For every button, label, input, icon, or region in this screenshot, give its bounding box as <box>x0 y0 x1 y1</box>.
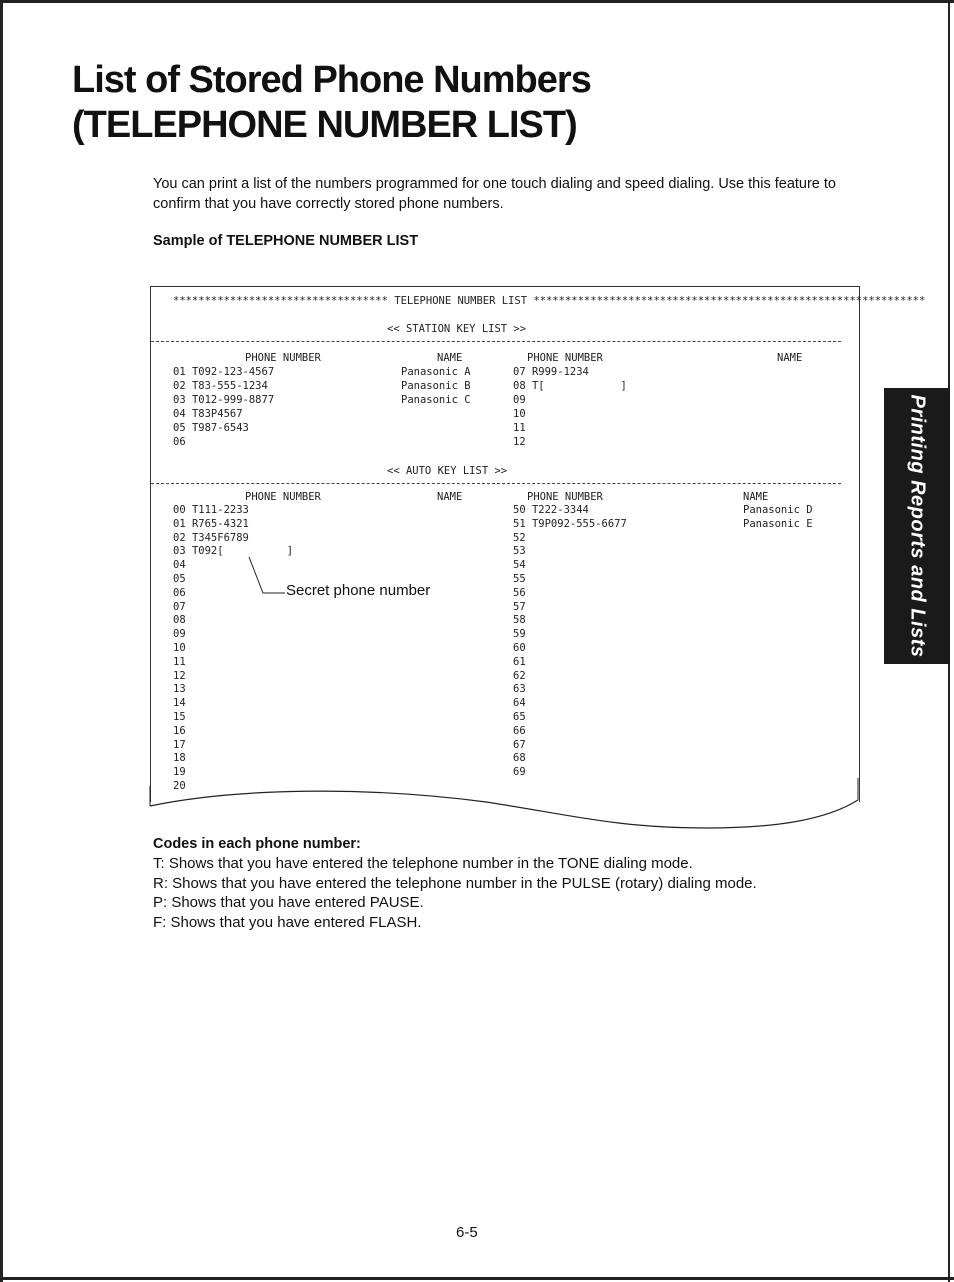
list-row-name: Panasonic A <box>401 366 471 378</box>
page-title-line2: (TELEPHONE NUMBER LIST) <box>72 104 577 146</box>
intro-paragraph: You can print a list of the numbers programmed for one touch dialing and speed dialing. Use this feature to confirm that you have correctly stored phone numbers. <box>153 176 836 212</box>
list-row: 04 <box>173 559 186 572</box>
list-row: 65 <box>513 711 526 723</box>
sample-heading: Sample of TELEPHONE NUMBER LIST <box>153 233 419 249</box>
list-row: 05 <box>173 573 186 585</box>
page-number: 6-5 <box>456 1224 478 1241</box>
page-title-line1: List of Stored Phone Numbers <box>72 59 591 101</box>
list-row: 59 <box>513 628 526 641</box>
header-stars-right: ************************************************************** <box>533 295 926 307</box>
list-row: 16 <box>173 724 186 737</box>
list-row: 13 <box>173 683 186 696</box>
list-row: 63 <box>513 683 526 696</box>
list-row-name: Panasonic B <box>401 380 471 392</box>
list-row: 61 <box>513 655 526 668</box>
list-row: 64 <box>513 697 526 710</box>
list-row: 19 <box>173 766 186 779</box>
auto-col-phone-left: PHONE NUMBER <box>245 491 321 503</box>
station-key-list-heading: << STATION KEY LIST >> <box>387 323 527 335</box>
list-row: 62 <box>513 669 526 682</box>
auto-col-phone-right: PHONE NUMBER <box>527 491 603 503</box>
page-title <box>72 58 591 148</box>
station-col-phone-right: PHONE NUMBER <box>527 352 603 364</box>
auto-col-name-right: NAME <box>743 491 769 503</box>
list-row: 58 <box>513 614 526 627</box>
list-row: 66 <box>513 724 526 737</box>
codes-heading: Codes in each phone number: <box>153 836 361 852</box>
list-row-name: Panasonic D <box>743 504 813 516</box>
list-row: 54 <box>513 559 526 572</box>
list-row: 12 <box>173 669 186 682</box>
list-row: 17 <box>173 738 186 751</box>
callout-pointer-line <box>151 287 859 802</box>
code-item: F: Shows that you have entered FLASH. <box>153 913 422 931</box>
list-row: 68 <box>513 752 526 765</box>
header-title: TELEPHONE NUMBER LIST <box>394 295 528 307</box>
list-row: 10 <box>513 408 526 420</box>
list-row: 09 <box>513 394 526 406</box>
list-row: 50 T222-3344 <box>513 504 589 516</box>
list-row: 52 <box>513 531 526 544</box>
list-row: 01 T092-123-4567 <box>173 366 275 378</box>
list-row: 55 <box>513 573 526 585</box>
list-row: 04 T83P4567 <box>173 408 243 420</box>
list-row: 07 R999-1234 <box>513 366 589 378</box>
list-row-name: Panasonic C <box>401 394 471 406</box>
codes-list <box>153 854 873 932</box>
side-tab-label: Printing Reports and Lists <box>906 394 929 658</box>
list-row: 05 T987-6543 <box>173 422 249 434</box>
station-col-name-left: NAME <box>437 352 463 364</box>
list-row: 09 <box>173 628 186 641</box>
list-row: 10 <box>173 642 186 654</box>
list-row: 67 <box>513 738 526 751</box>
list-row: 15 <box>173 711 186 723</box>
list-row: 02 T83-555-1234 <box>173 380 268 392</box>
list-row: 07 <box>173 600 186 613</box>
code-item: P: Shows that you have entered PAUSE. <box>153 894 424 911</box>
torn-paper-edge <box>146 778 862 834</box>
auto-col-name-left: NAME <box>437 491 463 503</box>
list-row: 53 <box>513 545 526 558</box>
code-item: T: Shows that you have entered the telephone number in the TONE dialing mode. <box>153 855 693 872</box>
list-row: 08 <box>173 614 186 627</box>
list-row: 00 T111-2233 <box>173 504 249 516</box>
secret-phone-number-callout: Secret phone number <box>286 582 431 599</box>
list-row: 51 T9P092-555-6677 <box>513 517 627 530</box>
header-stars-left: ********************************** <box>173 295 388 307</box>
page-border-bottom <box>0 1277 954 1280</box>
list-row-name: Panasonic E <box>743 517 813 530</box>
list-row: 69 <box>513 766 526 779</box>
list-row: 02 T345F6789 <box>173 531 249 544</box>
list-row: 06 <box>173 436 186 448</box>
list-row: 01 R765-4321 <box>173 517 249 530</box>
list-row: 18 <box>173 752 186 765</box>
station-col-phone-left: PHONE NUMBER <box>245 352 321 364</box>
section-side-tab <box>884 388 950 664</box>
list-row: 03 T012-999-8877 <box>173 394 275 406</box>
list-row: 12 <box>513 436 526 448</box>
station-col-name-right: NAME <box>777 352 803 364</box>
list-row: 60 <box>513 642 526 654</box>
list-row: 03 T092[ ] <box>173 545 294 558</box>
list-row: 11 <box>513 422 526 434</box>
list-row: 20 <box>173 780 186 792</box>
list-row: 57 <box>513 600 526 613</box>
list-row: 11 <box>173 655 186 668</box>
code-item: R: Shows that you have entered the telephone number in the PULSE (rotary) dialing mode. <box>153 874 757 892</box>
list-row: 06 <box>173 586 186 599</box>
list-row: 14 <box>173 697 186 710</box>
list-row: 56 <box>513 586 526 599</box>
list-row: 08 T[ ] <box>513 380 627 392</box>
page-border-left <box>0 0 3 1282</box>
auto-key-list-heading: << AUTO KEY LIST >> <box>387 465 508 477</box>
page-border-top <box>0 0 954 3</box>
